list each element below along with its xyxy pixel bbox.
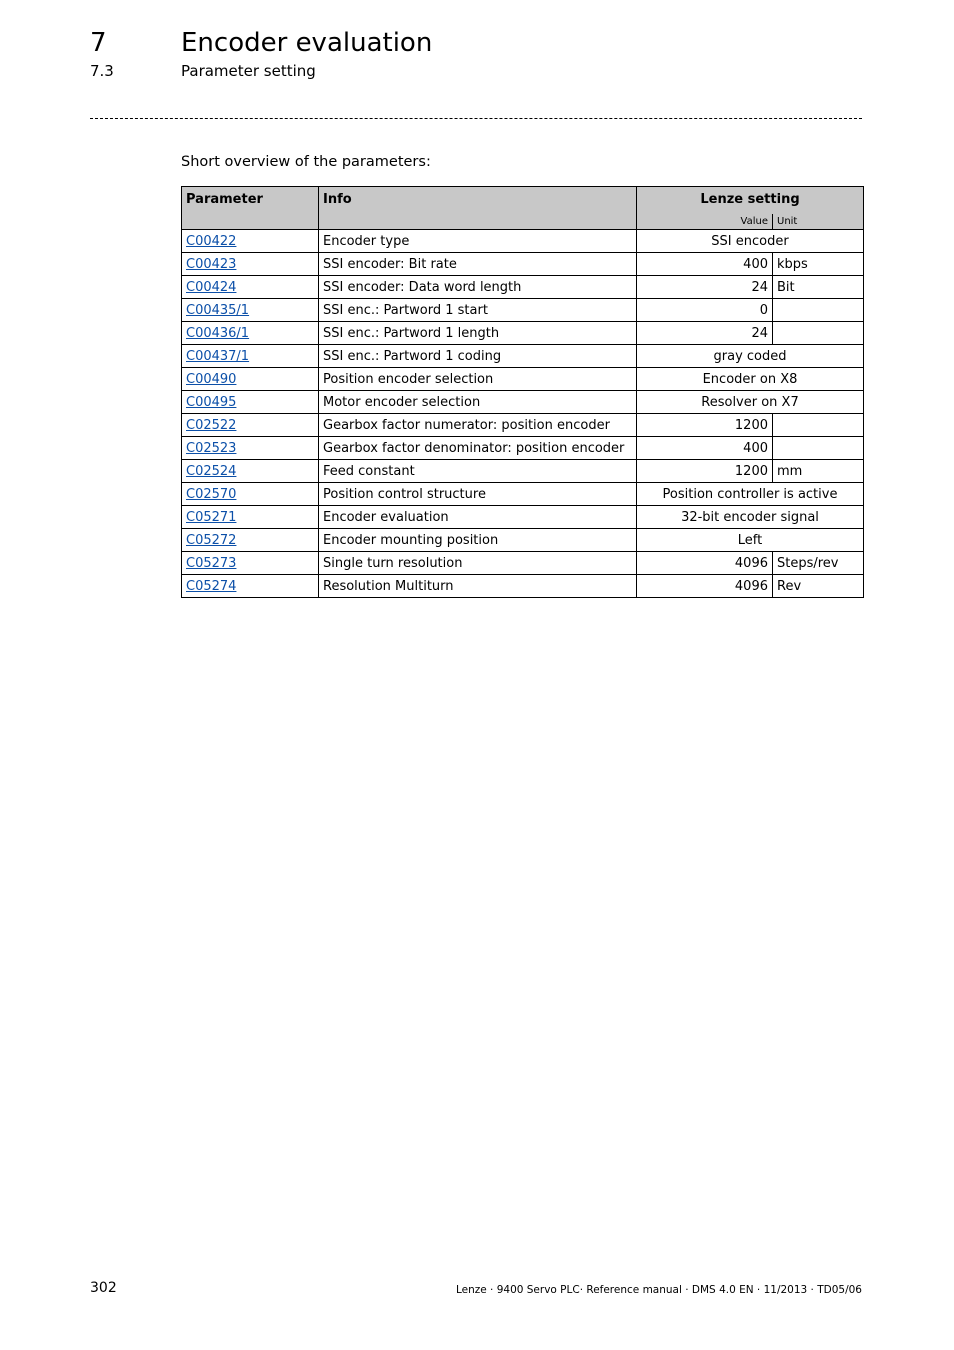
table-row (182, 529, 864, 552)
page-number: 302 (90, 1280, 117, 1296)
parameter-link[interactable]: C05271 (186, 509, 237, 525)
header-info: Info (319, 187, 637, 230)
table-row (182, 322, 864, 345)
info-cell: Encoder evaluation (319, 506, 637, 529)
parameter-table (181, 186, 864, 598)
info-cell: Position control structure (319, 483, 637, 506)
parameter-link[interactable]: C00422 (186, 233, 237, 249)
parameter-link[interactable]: C00436/1 (186, 325, 250, 341)
param-cell (182, 299, 319, 322)
parameter-link[interactable]: C05274 (186, 578, 237, 594)
value-cell: Resolver on X7 (637, 391, 864, 414)
param-cell (182, 529, 319, 552)
value-cell: 24 (637, 322, 773, 345)
parameter-link[interactable]: C05272 (186, 532, 237, 548)
unit-cell (773, 437, 864, 460)
value-cell: 1200 (637, 460, 773, 483)
table-row (182, 483, 864, 506)
info-cell: SSI enc.: Partword 1 length (319, 322, 637, 345)
parameter-link[interactable]: C02570 (186, 486, 237, 502)
header-parameter: Parameter (182, 187, 319, 230)
header-value: Value (637, 214, 773, 230)
param-cell (182, 230, 319, 253)
chapter-title: Encoder evaluation (181, 28, 433, 58)
info-cell: Encoder type (319, 230, 637, 253)
value-cell: Position controller is active (637, 483, 864, 506)
param-cell (182, 276, 319, 299)
info-cell: Feed constant (319, 460, 637, 483)
value-cell: 4096 (637, 552, 773, 575)
value-cell: 400 (637, 253, 773, 276)
parameter-link[interactable]: C00437/1 (186, 348, 250, 364)
parameter-link[interactable]: C00490 (186, 371, 237, 387)
parameter-link[interactable]: C00435/1 (186, 302, 250, 318)
info-cell: SSI encoder: Bit rate (319, 253, 637, 276)
param-cell (182, 506, 319, 529)
table-row (182, 552, 864, 575)
unit-cell: Bit (773, 276, 864, 299)
info-cell: Encoder mounting position (319, 529, 637, 552)
value-cell: 0 (637, 299, 773, 322)
section-number: 7.3 (90, 62, 114, 80)
table-body (182, 230, 864, 598)
value-cell: 32-bit encoder signal (637, 506, 864, 529)
param-cell (182, 460, 319, 483)
info-cell: Single turn resolution (319, 552, 637, 575)
info-cell: SSI enc.: Partword 1 start (319, 299, 637, 322)
header-unit: Unit (773, 214, 864, 230)
parameter-link[interactable]: C02523 (186, 440, 237, 456)
unit-cell (773, 322, 864, 345)
value-cell: 1200 (637, 414, 773, 437)
table-row (182, 391, 864, 414)
value-cell: Encoder on X8 (637, 368, 864, 391)
table-row (182, 506, 864, 529)
info-cell: Motor encoder selection (319, 391, 637, 414)
value-cell: 4096 (637, 575, 773, 598)
header-divider (90, 118, 862, 119)
table-row (182, 230, 864, 253)
info-cell: SSI enc.: Partword 1 coding (319, 345, 637, 368)
table-row (182, 368, 864, 391)
param-cell (182, 483, 319, 506)
value-cell: Left (637, 529, 864, 552)
table-row (182, 276, 864, 299)
intro-text: Short overview of the parameters: (181, 154, 431, 170)
param-cell (182, 414, 319, 437)
param-cell (182, 437, 319, 460)
table-row (182, 345, 864, 368)
unit-cell: kbps (773, 253, 864, 276)
table-row (182, 299, 864, 322)
value-cell: 400 (637, 437, 773, 460)
value-cell: 24 (637, 276, 773, 299)
chapter-number: 7 (90, 28, 107, 58)
table-row (182, 575, 864, 598)
info-cell: Resolution Multiturn (319, 575, 637, 598)
table-row (182, 253, 864, 276)
unit-cell (773, 299, 864, 322)
info-cell: Gearbox factor numerator: position encoder (319, 414, 637, 437)
unit-cell: mm (773, 460, 864, 483)
param-cell (182, 575, 319, 598)
parameter-link[interactable]: C05273 (186, 555, 237, 571)
header-lenze-setting: Lenze setting (637, 187, 864, 215)
table-row (182, 437, 864, 460)
param-cell (182, 322, 319, 345)
table-row (182, 414, 864, 437)
footer-doc-info: Lenze · 9400 Servo PLC· Reference manual · DMS 4.0 EN · 11/2013 · TD05/06 (455, 1284, 862, 1296)
param-cell (182, 391, 319, 414)
param-cell (182, 253, 319, 276)
parameter-link[interactable]: C00495 (186, 394, 237, 410)
table-row (182, 460, 864, 483)
param-cell (182, 368, 319, 391)
unit-cell: Rev (773, 575, 864, 598)
param-cell (182, 345, 319, 368)
value-cell: SSI encoder (637, 230, 864, 253)
unit-cell: Steps/rev (773, 552, 864, 575)
unit-cell (773, 414, 864, 437)
value-cell: gray coded (637, 345, 864, 368)
parameter-link[interactable]: C00423 (186, 256, 237, 272)
parameter-link[interactable]: C02522 (186, 417, 237, 433)
info-cell: Gearbox factor denominator: position encoder (319, 437, 637, 460)
info-cell: SSI encoder: Data word length (319, 276, 637, 299)
parameter-link[interactable]: C00424 (186, 279, 237, 295)
info-cell: Position encoder selection (319, 368, 637, 391)
section-title: Parameter setting (181, 62, 316, 80)
param-cell (182, 552, 319, 575)
parameter-link[interactable]: C02524 (186, 463, 237, 479)
